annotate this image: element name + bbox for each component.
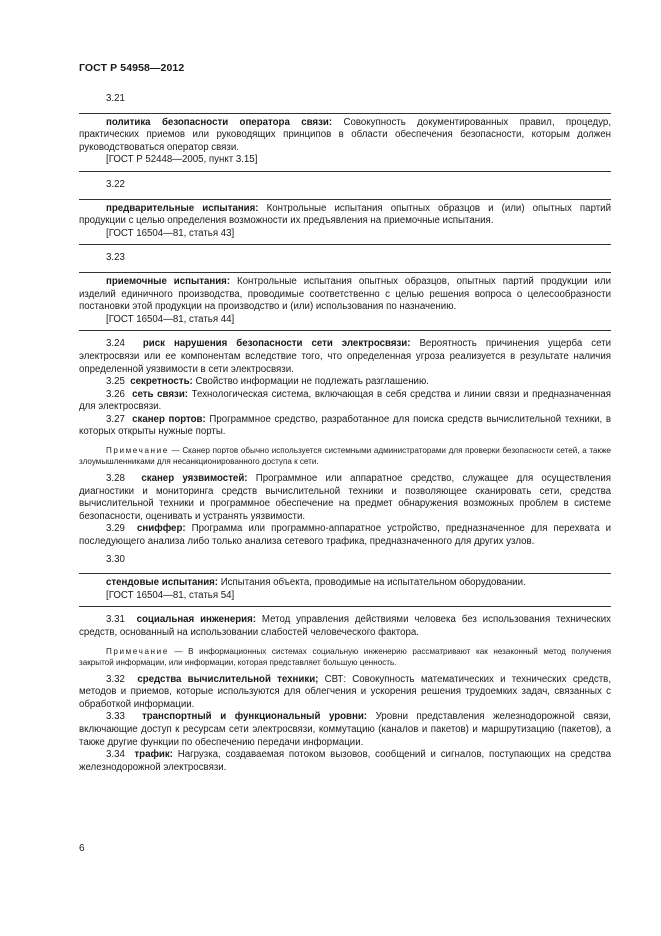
entry-number: 3.31: [106, 614, 125, 626]
definition-paragraph: [79, 614, 611, 639]
definition-paragraph: [79, 389, 611, 414]
entry-number: 3.34: [106, 749, 125, 761]
entry-number: 3.33: [106, 711, 125, 723]
definition-paragraph: [79, 414, 611, 439]
term: предварительные испытания:: [106, 202, 259, 214]
term: средства вычислительной техники;: [137, 673, 319, 685]
entry-number: 3.25: [106, 376, 125, 388]
definition: Метод управления действиями человека без использования технических средств, основанный на использовании слабостей человеческого фактора.: [79, 614, 611, 638]
definition: Совокупность документированных правил, процедур, практических приемов или руководящих принципов в области обеспечения безопасности, которым должен руководствоваться оператор связи.: [79, 116, 612, 153]
source-reference: [ГОСТ 16504—81, статья 43]: [106, 227, 235, 239]
note-label: Примечание: [106, 446, 169, 456]
definition: Испытания объекта, проводимые на испытательном оборудовании.: [218, 577, 526, 589]
definition: Нагрузка, создаваемая потоком вызовов, сообщений и сигналов, поступающих на средства железнодорожной электросвязи.: [79, 749, 611, 773]
entry-number: 3.24: [106, 338, 125, 350]
entry-number: 3.22: [106, 178, 125, 190]
document-body: [79, 93, 611, 774]
term: трафик:: [134, 749, 173, 761]
entry-number: 3.26: [106, 388, 125, 400]
definition-text: [79, 117, 611, 155]
term: секретность:: [130, 376, 193, 388]
entry-number: 3.29: [106, 523, 125, 535]
note-label: Примечание: [106, 646, 169, 656]
definition-paragraph: [79, 473, 611, 523]
definition-paragraph: [79, 749, 611, 774]
term: сеть связи:: [132, 388, 189, 400]
definition-paragraph: [79, 674, 611, 712]
source-reference: [ГОСТ 16504—81, статья 44]: [106, 313, 235, 325]
entry-number: 3.28: [106, 473, 125, 485]
definition: Свойство информации не подлежать разглашению.: [192, 376, 429, 388]
entry-number: 3.23: [106, 252, 125, 264]
quoted-definition-box: [79, 573, 611, 607]
definition-paragraph: [79, 711, 611, 749]
term: приемочные испытания:: [106, 275, 231, 287]
note-text: — В информационных системах социальную инженерию рассматривают как незаконный метод получения закрытой информации, или информации, которая представляет большую ценность.: [79, 646, 611, 667]
term: сниффер:: [137, 523, 186, 535]
definition-paragraph: [79, 376, 611, 389]
quoted-definition-box: [79, 113, 611, 172]
definition: СВТ: Совокупность математических и технических средств, методов и приемов, которые используются для облегчения и ускорения решения трудоемких задач, связанных с обработкой информации.: [79, 673, 612, 710]
definition-text: [79, 577, 611, 590]
definition: Программное или аппаратное средство, служащее для осуществления диагностики и мониторинга средств вычислительной техники и позволяющее сканировать сети, средства вычислительной техники и программное обеспечение на предмет обнаружения возможных проблем в системе безопасности, оценивать и устранять уязвимости.: [79, 473, 612, 522]
entry-number: 3.21: [106, 93, 125, 104]
quoted-definition-box: [79, 272, 611, 331]
quoted-definition-box: [79, 199, 611, 246]
note: [79, 445, 611, 467]
term: стендовые испытания:: [106, 577, 219, 589]
term: риск нарушения безопасности сети электросвязи:: [142, 338, 411, 350]
definition: Контрольные испытания опытных образцов, опытных партий продукции или изделий единичного производства, проводимые соответственно с целью решения вопроса о целесообразности постановки этой продукции на производство и (или) использования по назначению.: [79, 275, 612, 313]
definition-text: [79, 276, 611, 314]
definition-paragraph: [79, 338, 611, 376]
term: сканер уязвимостей:: [141, 473, 248, 485]
entry-number: 3.30: [106, 553, 125, 565]
entry-number: 3.32: [106, 673, 125, 685]
definition: Уровни представления железнодорожной связи, включающие доступ к ресурсам сети электросвязи, коммутацию (каналов и пакетов) и маршрутизацию (пакетов), а также другие функции по обеспечению передачи информации.: [79, 711, 611, 748]
definition-text: [79, 203, 611, 228]
entry-number: 3.27: [106, 413, 125, 425]
definition: Вероятность причинения ущерба сети электросвязи или ее компонентам вследствие того, что определенная угроза реализуется в результате наличия определенной уязвимости в сети электросвязи.: [79, 338, 611, 375]
definition: Программное средство, разработанное для поиска средств вычислительной техники, в которых открыты нужные порты.: [79, 413, 612, 438]
source-reference: [ГОСТ Р 52448—2005, пункт 3.15]: [106, 154, 258, 166]
note-text: — Сканер портов обычно используется системными администраторами для проверки безопасности сетей, а также злоумышленниками для несанкционированного доступа к сети.: [79, 446, 611, 467]
definition-paragraph: [79, 523, 611, 548]
definition: Контрольные испытания опытных образцов и (или) опытных партий продукции с целью определения возможности их предъявления на приемочные испытания.: [79, 202, 612, 227]
definition: Технологическая система, включающая в себя средства и линии связи и предназначенная для электросвязи.: [79, 388, 612, 413]
term: сканер портов:: [132, 413, 206, 425]
term: транспортный и функциональный уровни:: [141, 711, 368, 723]
page-number: 6: [79, 843, 85, 854]
document-header: ГОСТ Р 54958—2012: [79, 62, 185, 74]
term: политика безопасности оператора связи:: [106, 116, 333, 128]
term: социальная инженерия:: [136, 614, 257, 626]
definition: Программа или программно-аппаратное устройство, предназначенное для перехвата и последующего анализа либо только анализа сетевого трафика, предназначенного для других узлов.: [79, 523, 611, 548]
note: [79, 646, 611, 668]
source-reference: [ГОСТ 16504—81, статья 54]: [106, 589, 235, 601]
